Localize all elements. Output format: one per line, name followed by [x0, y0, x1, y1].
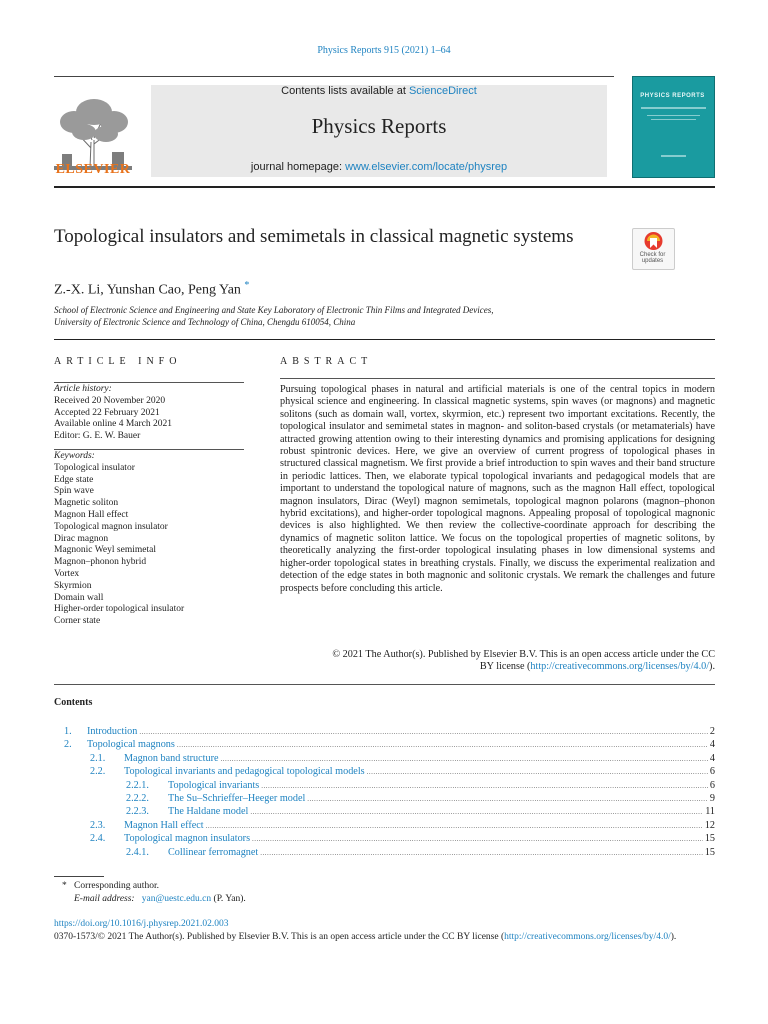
corresponding-author-mark[interactable]: * — [244, 280, 250, 291]
email-suffix: (P. Yan). — [213, 893, 246, 904]
toc-number[interactable]: 2.2.1. — [126, 779, 149, 791]
section-divider — [54, 339, 715, 340]
copyright-suffix: ). — [709, 661, 715, 673]
corresponding-footnote — [54, 880, 246, 893]
toc-page-number: 9 — [709, 792, 715, 804]
license-link[interactable]: http://creativecommons.org/licenses/by/4.0/ — [504, 932, 671, 942]
keyword: Magnon Hall effect — [54, 509, 129, 520]
abstract-rule — [280, 378, 715, 379]
toc-leader-dots — [221, 753, 708, 766]
cc-license-link[interactable]: http://creativecommons.org/licenses/by/4.0/ — [530, 661, 710, 673]
toc-label[interactable]: Magnon Hall effect — [124, 819, 204, 831]
history-item: Editor: G. E. W. Bauer — [54, 431, 141, 442]
keyword: Topological magnon insulator — [54, 521, 168, 532]
journal-cover-thumbnail[interactable] — [632, 76, 715, 178]
toc-entry[interactable] — [54, 846, 715, 859]
toc-number[interactable]: 2.1. — [90, 752, 106, 764]
keyword: Corner state — [54, 616, 101, 627]
contents-prefix: Contents lists available at — [281, 85, 409, 97]
keywords-label: Keywords: — [54, 451, 95, 461]
toc-entry[interactable] — [54, 752, 715, 765]
sciencedirect-link[interactable]: ScienceDirect — [408, 85, 477, 97]
toc-label[interactable]: Collinear ferromagnet — [168, 846, 259, 858]
toc-entry[interactable] — [54, 738, 715, 751]
toc-entry[interactable] — [54, 765, 715, 778]
copyright-prefix: BY license ( — [479, 661, 531, 673]
license-statement — [54, 931, 715, 943]
toc-page-number: 4 — [709, 739, 715, 751]
article-title: Topological insulators and semimetals in classical magnetic systems — [54, 226, 574, 247]
toc-entry[interactable] — [54, 725, 715, 738]
affiliation — [54, 304, 694, 328]
abstract-body: Pursuing topological phases in natural and artificial materials is one of the central topics in modern physical science and engineering. In classical magnetic systems, spin waves (or magnons) and magnetic solitons (such as domain wall, vortex, skyrmion, etc.) represent two important excitations. Recently, the topological insulator and semimetal states in magnon- and soliton-based crystals (or metamaterials) have attracted growing attention owing to their interesting dynamics and promising applications for designing robust spintronic devices. Here, we give an overview of current progress of topological phases in structured classical magnetism. We first provide a brief introduction to spin waves and their band structure in periodic lattices. Then, we elaborate typical topological invariants and pedagogical models that are important to understand the topological nature of magnons, such as the magnon Hall effect, topological magnon insulators, Dirac (Weyl) magnon semimetals, topological magnon polarons (magnon–phonon hybrid excitations), and higher-order topological magnons. Appealing proposal of topological magnonic devices is also highlighted. We then review the collective-coordinate approach for describing the dynamics of magnetic soliton lattice. We focus on the topological properties of magnetic solitons, by theoretically analyzing the first-order topological insulating phases in low dimensional systems and higher-order topological states in breathing crystals. Finally, we discuss the experimental realization and detection of the edge states in both magnonic and solitonic crystals. We remark the challenges and future prospects before concluding this article. — [280, 384, 715, 594]
toc-number[interactable]: 2.2.2. — [126, 792, 149, 804]
article-info-heading: ARTICLE INFO — [54, 356, 182, 367]
toc-label[interactable]: Topological invariants — [168, 779, 260, 791]
author-list — [54, 280, 249, 299]
toc-entry[interactable] — [54, 792, 715, 805]
toc-leader-dots — [206, 820, 703, 833]
header-divider — [54, 76, 614, 77]
toc-leader-dots — [177, 739, 708, 752]
footnote-text: Corresponding author. — [74, 881, 159, 891]
toc-number[interactable]: 2.4. — [90, 833, 106, 845]
cover-title: PHYSICS REPORTS — [640, 93, 705, 99]
contents-available-line — [151, 85, 607, 97]
toc-number[interactable]: 2. — [64, 739, 72, 751]
toc-entry[interactable] — [54, 832, 715, 845]
keyword: Vortex — [54, 568, 80, 579]
license-text: 0370-1573/© 2021 The Author(s). Published by Elsevier B.V. This is an open access article under the CC BY license ( — [54, 932, 505, 942]
history-label: Article history: — [54, 384, 112, 394]
header-bottom-rule — [54, 186, 715, 188]
toc-label[interactable]: Topological invariants and pedagogical topological models — [124, 766, 365, 778]
toc-leader-dots — [252, 833, 703, 846]
footnote — [54, 880, 246, 905]
keyword: Skyrmion — [54, 580, 92, 591]
email-footnote — [54, 893, 246, 906]
check-for-updates-label: Check for updates — [639, 252, 666, 264]
table-of-contents — [54, 725, 715, 859]
toc-page-number: 11 — [705, 806, 715, 818]
toc-page-number: 6 — [709, 779, 715, 791]
article-info-rule — [54, 382, 244, 383]
keywords-list — [54, 451, 244, 628]
journal-title: Physics Reports — [311, 114, 447, 138]
doi-link[interactable]: https://doi.org/10.1016/j.physrep.2021.02.003 — [54, 919, 229, 929]
copyright-line-1: © 2021 The Author(s). Published by Elsevier B.V. This is an open access article under the CC — [332, 649, 715, 660]
toc-leader-dots — [139, 726, 708, 739]
keyword: Spin wave — [54, 486, 94, 497]
keyword: Magnon–phonon hybrid — [54, 557, 147, 568]
toc-leader-dots — [250, 806, 703, 819]
email-link[interactable]: yan@uestc.edu.cn — [141, 893, 212, 904]
contents-heading: Contents — [54, 697, 93, 708]
toc-page-number: 2 — [709, 726, 715, 737]
license-suffix: ). — [670, 932, 677, 942]
affiliation-line-2: University of Electronic Science and Technology of China, Chengdu 610054, China — [54, 317, 356, 327]
abstract-copyright — [280, 649, 715, 674]
toc-number[interactable]: 2.4.1. — [126, 846, 149, 858]
cover-art-icon — [633, 77, 714, 177]
journal-homepage-link[interactable]: www.elsevier.com/locate/physrep — [345, 161, 508, 173]
toc-label[interactable]: Topological magnons — [87, 739, 175, 751]
toc-page-number: 4 — [709, 752, 715, 764]
keywords-rule — [54, 449, 244, 450]
toc-number[interactable]: 2.2.3. — [126, 806, 149, 818]
toc-page-number: 6 — [709, 766, 715, 778]
history-item: Received 20 November 2020 — [54, 395, 166, 406]
toc-page-number: 12 — [704, 819, 715, 831]
homepage-prefix: journal homepage: — [250, 161, 346, 173]
authors-names: Z.-X. Li, Yunshan Cao, Peng Yan — [54, 282, 241, 298]
toc-label[interactable]: Magnon band structure — [124, 752, 219, 764]
toc-entry[interactable] — [54, 779, 715, 792]
toc-number[interactable]: 2.3. — [90, 819, 106, 831]
toc-leader-dots — [367, 766, 708, 779]
toc-entry[interactable] — [54, 819, 715, 832]
toc-label[interactable]: Topological magnon insulators — [124, 833, 251, 845]
journal-reference[interactable]: Physics Reports 915 (2021) 1–64 — [317, 45, 451, 56]
history-item: Available online 4 March 2021 — [54, 419, 173, 430]
footnote-mark: * — [62, 881, 67, 891]
abstract-heading: ABSTRACT — [280, 356, 373, 367]
affiliation-line-1: School of Electronic Science and Engineering and State Key Laboratory of Electronic Thin Films and Integrated Devices, — [54, 305, 494, 315]
contents-divider — [54, 684, 715, 685]
copyright-line-2 — [280, 661, 715, 673]
toc-leader-dots — [261, 780, 708, 793]
toc-leader-dots — [307, 793, 708, 806]
toc-label[interactable]: Introduction — [87, 726, 138, 737]
keyword: Higher-order topological insulator — [54, 604, 185, 615]
keyword: Edge state — [54, 474, 94, 485]
keyword: Domain wall — [54, 592, 104, 603]
toc-label[interactable]: The Su–Schrieffer–Heeger model — [168, 792, 306, 804]
toc-label[interactable]: The Haldane model — [168, 806, 249, 818]
toc-number[interactable]: 2.2. — [90, 766, 106, 778]
toc-leader-dots — [260, 847, 703, 860]
toc-entry[interactable] — [54, 805, 715, 818]
history-item: Accepted 22 February 2021 — [54, 407, 160, 418]
keyword: Dirac magnon — [54, 533, 109, 544]
footnote-rule — [54, 876, 104, 877]
article-history — [54, 384, 244, 443]
elsevier-wordmark: ELSEVIER — [55, 162, 131, 177]
toc-page-number: 15 — [704, 846, 715, 858]
crossmark-icon — [633, 229, 674, 253]
toc-number[interactable]: 1. — [64, 726, 72, 737]
email-label: E-mail address: — [74, 893, 135, 904]
toc-page-number: 15 — [704, 833, 715, 845]
journal-homepage-line — [151, 161, 607, 173]
keyword: Magnetic soliton — [54, 498, 119, 509]
keyword: Topological insulator — [54, 462, 135, 473]
keyword: Magnonic Weyl semimetal — [54, 545, 156, 556]
